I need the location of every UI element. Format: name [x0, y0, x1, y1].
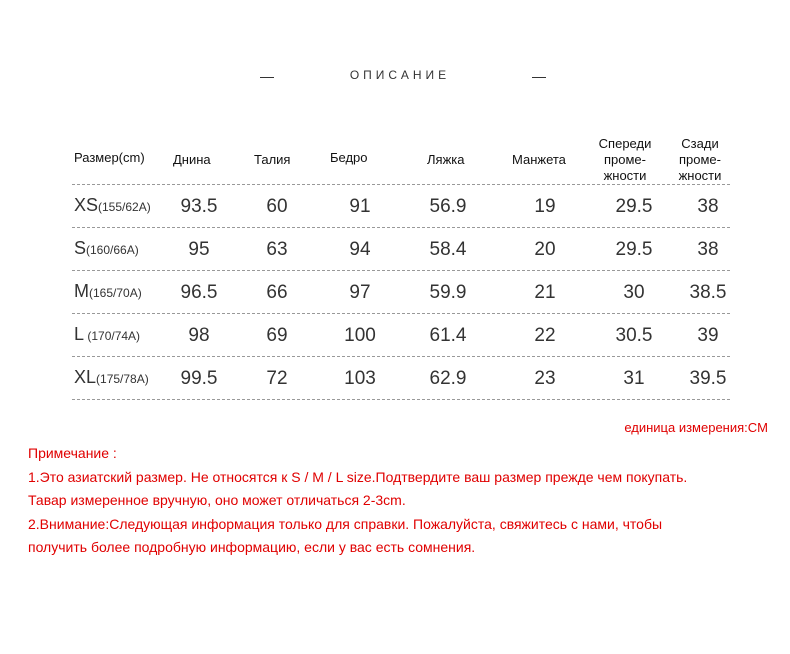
table-row	[72, 314, 730, 357]
heading-dash-left	[260, 77, 274, 78]
header-thigh: Ляжка	[427, 152, 465, 167]
cell-waist: 66	[266, 282, 288, 303]
cell-hip: 103	[344, 368, 376, 389]
cell-cuff: 19	[534, 196, 556, 217]
cell-back-rise: 39.5	[689, 368, 727, 389]
note-line: 1.Это азиатский размер. Не относятся к S / M / L size.Подтвердите ваш размер прежде чем покупать.	[28, 468, 688, 485]
cell-waist: 72	[266, 368, 288, 389]
cell-cuff: 21	[534, 282, 556, 303]
header-size: Размер(cm)	[74, 150, 145, 165]
size-chart-table	[72, 130, 730, 400]
cell-back-rise: 38	[697, 239, 719, 260]
cell-hip: 97	[349, 282, 371, 303]
cell-waist: 60	[266, 196, 288, 217]
cell-back-rise: 39	[697, 325, 719, 346]
cell-cuff: 22	[534, 325, 556, 346]
cell-waist: 69	[266, 325, 288, 346]
unit-note: единица измерения:CM	[624, 420, 768, 435]
cell-back-rise: 38.5	[689, 282, 727, 303]
heading-dash-right	[532, 77, 546, 78]
cell-thigh: 56.9	[429, 196, 467, 217]
note-line: Тавар измеренное вручную, оно может отличаться 2-3cm.	[28, 492, 406, 508]
cell-front-rise: 29.5	[615, 196, 653, 217]
cell-length: 98	[188, 325, 210, 346]
note-line: получить более подробную информацию, если у вас есть сомнения.	[28, 539, 476, 555]
cell-front-rise: 30.5	[615, 325, 653, 346]
header-front-rise: Спереди проме- жности	[598, 136, 652, 183]
header-back-rise: Сзади проме- жности	[678, 136, 722, 183]
cell-length: 96.5	[180, 282, 218, 303]
cell-length: 93.5	[180, 196, 218, 217]
cell-front-rise: 31	[623, 368, 645, 389]
size-label: S(160/66A)	[74, 238, 139, 258]
table-row	[72, 185, 730, 228]
notes-title: Примечание :	[28, 445, 117, 461]
cell-length: 95	[188, 239, 210, 260]
size-label: L (170/74A)	[74, 324, 141, 344]
size-label: XL(175/78A)	[74, 367, 149, 387]
cell-thigh: 59.9	[429, 282, 467, 303]
header-cuff: Манжета	[512, 152, 566, 167]
section-heading	[0, 68, 790, 88]
header-length: Днина	[173, 152, 211, 167]
cell-thigh: 58.4	[429, 239, 467, 260]
table-header-row	[72, 130, 730, 185]
table-row	[72, 271, 730, 314]
table-row	[72, 357, 730, 400]
cell-waist: 63	[266, 239, 288, 260]
table-row	[72, 228, 730, 271]
note-line: 2.Внимание:Следующая информация только для справки. Пожалуйста, свяжитесь с нами, чтобы	[28, 515, 663, 532]
cell-cuff: 20	[534, 239, 556, 260]
cell-thigh: 62.9	[429, 368, 467, 389]
cell-front-rise: 30	[623, 282, 645, 303]
cell-front-rise: 29.5	[615, 239, 653, 260]
header-waist: Талия	[254, 152, 291, 167]
notes-block	[28, 442, 778, 560]
cell-cuff: 23	[534, 368, 556, 389]
size-label: XS(155/62A)	[74, 195, 151, 215]
cell-hip: 94	[349, 239, 371, 260]
cell-hip: 100	[344, 325, 376, 346]
cell-thigh: 61.4	[429, 325, 467, 346]
size-label: M(165/70A)	[74, 281, 142, 301]
cell-length: 99.5	[180, 368, 218, 389]
header-hip: Бедро	[330, 150, 368, 165]
heading-title: ОПИСАНИЕ	[349, 68, 451, 82]
cell-hip: 91	[349, 196, 371, 217]
cell-back-rise: 38	[697, 196, 719, 217]
